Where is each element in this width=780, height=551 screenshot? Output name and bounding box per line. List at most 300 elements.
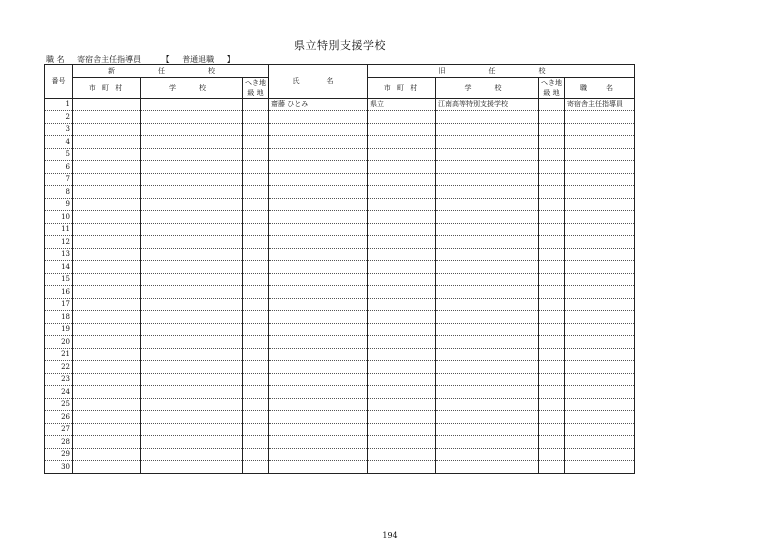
old-city-cell bbox=[368, 123, 436, 136]
new-school-cell bbox=[141, 398, 243, 411]
row-number: 28 bbox=[45, 436, 73, 449]
position-cell bbox=[565, 211, 635, 224]
old-city-cell bbox=[368, 461, 436, 474]
old-hekichi-cell bbox=[539, 248, 565, 261]
new-hekichi-cell bbox=[243, 361, 269, 374]
old-city-cell bbox=[368, 273, 436, 286]
position-cell bbox=[565, 136, 635, 149]
name-cell bbox=[269, 436, 368, 449]
new-city-cell bbox=[73, 173, 141, 186]
position-cell bbox=[565, 423, 635, 436]
new-hekichi-cell bbox=[243, 223, 269, 236]
table-row bbox=[45, 436, 635, 449]
new-city-cell bbox=[73, 186, 141, 199]
old-school-cell bbox=[436, 423, 539, 436]
old-city-cell bbox=[368, 311, 436, 324]
old-hekichi-cell bbox=[539, 173, 565, 186]
new-city-cell bbox=[73, 261, 141, 274]
old-school-cell bbox=[436, 136, 539, 149]
shokumei-label: 職 名 bbox=[46, 55, 65, 64]
old-hekichi-cell bbox=[539, 311, 565, 324]
new-city-cell bbox=[73, 198, 141, 211]
row-number: 29 bbox=[45, 448, 73, 461]
row-number: 22 bbox=[45, 361, 73, 374]
bracket-open: 【 bbox=[161, 55, 170, 64]
old-city-cell bbox=[368, 136, 436, 149]
position-cell bbox=[565, 186, 635, 199]
table-row bbox=[45, 361, 635, 374]
old-school-cell bbox=[436, 273, 539, 286]
row-number: 14 bbox=[45, 261, 73, 274]
old-school-cell bbox=[436, 161, 539, 174]
new-city-cell bbox=[73, 323, 141, 336]
name-cell bbox=[269, 211, 368, 224]
old-city-cell bbox=[368, 348, 436, 361]
new-city-cell bbox=[73, 448, 141, 461]
table-row bbox=[45, 348, 635, 361]
name-cell bbox=[269, 386, 368, 399]
old-city-cell bbox=[368, 411, 436, 424]
old-city-cell bbox=[368, 448, 436, 461]
new-city-cell bbox=[73, 236, 141, 249]
new-hekichi-cell bbox=[243, 373, 269, 386]
row-number: 18 bbox=[45, 311, 73, 324]
new-city-cell bbox=[73, 286, 141, 299]
new-hekichi-cell bbox=[243, 298, 269, 311]
header-shin-ninko: 新 任 校 bbox=[73, 65, 269, 78]
new-hekichi-cell bbox=[243, 98, 269, 111]
new-school-cell bbox=[141, 236, 243, 249]
old-hekichi-cell bbox=[539, 348, 565, 361]
new-city-cell bbox=[73, 311, 141, 324]
header-new-hekichi bbox=[243, 77, 269, 98]
old-hekichi-cell bbox=[539, 398, 565, 411]
new-city-cell bbox=[73, 386, 141, 399]
old-city-cell bbox=[368, 198, 436, 211]
table-row bbox=[45, 336, 635, 349]
hekichi-line-1: へき地 bbox=[541, 78, 562, 87]
name-cell bbox=[269, 348, 368, 361]
position-cell bbox=[565, 286, 635, 299]
position-cell bbox=[565, 223, 635, 236]
table-row bbox=[45, 161, 635, 174]
old-school-cell bbox=[436, 236, 539, 249]
name-cell bbox=[269, 186, 368, 199]
old-school-cell bbox=[436, 461, 539, 474]
row-number: 21 bbox=[45, 348, 73, 361]
new-city-cell bbox=[73, 98, 141, 111]
position-cell bbox=[565, 311, 635, 324]
name-cell bbox=[269, 111, 368, 124]
position-cell bbox=[565, 198, 635, 211]
new-city-cell bbox=[73, 436, 141, 449]
new-school-cell bbox=[141, 273, 243, 286]
table-row bbox=[45, 461, 635, 474]
row-number: 23 bbox=[45, 373, 73, 386]
row-number: 13 bbox=[45, 248, 73, 261]
table-row bbox=[45, 198, 635, 211]
table-row bbox=[45, 398, 635, 411]
new-school-cell bbox=[141, 411, 243, 424]
table-row bbox=[45, 373, 635, 386]
table-row bbox=[45, 186, 635, 199]
new-city-cell bbox=[73, 123, 141, 136]
old-city-cell bbox=[368, 173, 436, 186]
old-city-cell bbox=[368, 261, 436, 274]
table-row bbox=[45, 136, 635, 149]
row-number: 17 bbox=[45, 298, 73, 311]
new-school-cell bbox=[141, 123, 243, 136]
old-hekichi-cell bbox=[539, 273, 565, 286]
new-city-cell bbox=[73, 411, 141, 424]
old-school-cell bbox=[436, 286, 539, 299]
new-school-cell bbox=[141, 198, 243, 211]
position-cell bbox=[565, 148, 635, 161]
new-hekichi-cell bbox=[243, 111, 269, 124]
header-bango: 番号 bbox=[45, 65, 73, 99]
hekichi-line-1: へき地 bbox=[245, 78, 266, 87]
new-hekichi-cell bbox=[243, 148, 269, 161]
position-cell bbox=[565, 436, 635, 449]
old-city-cell bbox=[368, 336, 436, 349]
name-cell bbox=[269, 173, 368, 186]
new-hekichi-cell bbox=[243, 261, 269, 274]
old-school-cell bbox=[436, 361, 539, 374]
position-cell bbox=[565, 273, 635, 286]
name-cell: 齋藤 ひとみ bbox=[269, 98, 368, 111]
name-cell bbox=[269, 286, 368, 299]
new-school-cell bbox=[141, 436, 243, 449]
old-city-cell bbox=[368, 323, 436, 336]
old-hekichi-cell bbox=[539, 336, 565, 349]
new-school-cell bbox=[141, 186, 243, 199]
new-hekichi-cell bbox=[243, 161, 269, 174]
new-hekichi-cell bbox=[243, 386, 269, 399]
position-cell: 寄宿舎主任指導員 bbox=[565, 98, 635, 111]
row-number: 15 bbox=[45, 273, 73, 286]
name-cell bbox=[269, 361, 368, 374]
header-shimei: 氏 名 bbox=[269, 65, 368, 99]
old-city-cell bbox=[368, 248, 436, 261]
new-school-cell bbox=[141, 423, 243, 436]
old-hekichi-cell bbox=[539, 98, 565, 111]
new-school-cell bbox=[141, 348, 243, 361]
new-hekichi-cell bbox=[243, 248, 269, 261]
old-hekichi-cell bbox=[539, 411, 565, 424]
header-shokumei: 職 名 bbox=[565, 77, 635, 98]
new-school-cell bbox=[141, 223, 243, 236]
row-number: 2 bbox=[45, 111, 73, 124]
old-hekichi-cell bbox=[539, 361, 565, 374]
old-school-cell bbox=[436, 148, 539, 161]
old-hekichi-cell bbox=[539, 236, 565, 249]
table-row bbox=[45, 236, 635, 249]
old-school-cell: 江南高等特別支援学校 bbox=[436, 98, 539, 111]
old-city-cell bbox=[368, 148, 436, 161]
old-hekichi-cell bbox=[539, 111, 565, 124]
old-school-cell bbox=[436, 111, 539, 124]
row-number: 20 bbox=[45, 336, 73, 349]
old-city-cell bbox=[368, 111, 436, 124]
table-row bbox=[45, 448, 635, 461]
table-row bbox=[45, 111, 635, 124]
old-school-cell bbox=[436, 173, 539, 186]
new-school-cell bbox=[141, 448, 243, 461]
old-hekichi-cell bbox=[539, 286, 565, 299]
name-cell bbox=[269, 261, 368, 274]
table-row bbox=[45, 248, 635, 261]
position-cell bbox=[565, 336, 635, 349]
position-cell bbox=[565, 111, 635, 124]
new-city-cell bbox=[73, 373, 141, 386]
new-city-cell bbox=[73, 111, 141, 124]
row-number: 11 bbox=[45, 223, 73, 236]
old-school-cell bbox=[436, 311, 539, 324]
new-hekichi-cell bbox=[243, 461, 269, 474]
position-cell bbox=[565, 323, 635, 336]
new-school-cell bbox=[141, 248, 243, 261]
old-hekichi-cell bbox=[539, 298, 565, 311]
new-hekichi-cell bbox=[243, 348, 269, 361]
table-row bbox=[45, 261, 635, 274]
new-hekichi-cell bbox=[243, 448, 269, 461]
old-school-cell bbox=[436, 211, 539, 224]
old-city-cell bbox=[368, 386, 436, 399]
old-hekichi-cell bbox=[539, 136, 565, 149]
table-row bbox=[45, 123, 635, 136]
header-kyu-ninko: 旧 任 校 bbox=[368, 65, 635, 78]
position-cell bbox=[565, 236, 635, 249]
name-cell bbox=[269, 448, 368, 461]
row-number: 26 bbox=[45, 411, 73, 424]
old-hekichi-cell bbox=[539, 123, 565, 136]
old-city-cell bbox=[368, 211, 436, 224]
name-cell bbox=[269, 136, 368, 149]
name-cell bbox=[269, 373, 368, 386]
old-hekichi-cell bbox=[539, 461, 565, 474]
bracket-close: 】 bbox=[226, 55, 235, 64]
new-city-cell bbox=[73, 361, 141, 374]
old-school-cell bbox=[436, 348, 539, 361]
header-old-gakko: 学 校 bbox=[436, 77, 539, 98]
new-school-cell bbox=[141, 211, 243, 224]
table-row bbox=[45, 298, 635, 311]
position-cell bbox=[565, 173, 635, 186]
old-city-cell: 県立 bbox=[368, 98, 436, 111]
new-hekichi-cell bbox=[243, 123, 269, 136]
new-hekichi-cell bbox=[243, 236, 269, 249]
row-number: 6 bbox=[45, 161, 73, 174]
new-school-cell bbox=[141, 286, 243, 299]
name-cell bbox=[269, 311, 368, 324]
new-city-cell bbox=[73, 211, 141, 224]
header-new-gakko: 学 校 bbox=[141, 77, 243, 98]
new-hekichi-cell bbox=[243, 286, 269, 299]
row-number: 25 bbox=[45, 398, 73, 411]
new-hekichi-cell bbox=[243, 173, 269, 186]
new-hekichi-cell bbox=[243, 273, 269, 286]
old-city-cell bbox=[368, 361, 436, 374]
old-school-cell bbox=[436, 323, 539, 336]
position-cell bbox=[565, 398, 635, 411]
header-new-shichoson: 市 町 村 bbox=[73, 77, 141, 98]
row-number: 4 bbox=[45, 136, 73, 149]
old-hekichi-cell bbox=[539, 186, 565, 199]
position-cell bbox=[565, 298, 635, 311]
name-cell bbox=[269, 236, 368, 249]
row-number: 24 bbox=[45, 386, 73, 399]
old-city-cell bbox=[368, 286, 436, 299]
new-hekichi-cell bbox=[243, 336, 269, 349]
new-city-cell bbox=[73, 336, 141, 349]
new-city-cell bbox=[73, 348, 141, 361]
new-school-cell bbox=[141, 261, 243, 274]
name-cell bbox=[269, 323, 368, 336]
row-number: 7 bbox=[45, 173, 73, 186]
new-school-cell bbox=[141, 136, 243, 149]
new-school-cell bbox=[141, 173, 243, 186]
old-school-cell bbox=[436, 373, 539, 386]
new-city-cell bbox=[73, 398, 141, 411]
old-city-cell bbox=[368, 223, 436, 236]
position-cell bbox=[565, 461, 635, 474]
shokumei-value: 寄宿舎主任指導員 bbox=[77, 55, 142, 64]
position-cell bbox=[565, 386, 635, 399]
old-school-cell bbox=[436, 448, 539, 461]
name-cell bbox=[269, 161, 368, 174]
new-school-cell bbox=[141, 111, 243, 124]
row-number: 16 bbox=[45, 286, 73, 299]
old-hekichi-cell bbox=[539, 323, 565, 336]
name-cell bbox=[269, 273, 368, 286]
row-number: 12 bbox=[45, 236, 73, 249]
name-cell bbox=[269, 148, 368, 161]
header-old-shichoson: 市 町 村 bbox=[368, 77, 436, 98]
row-number: 1 bbox=[45, 98, 73, 111]
table-row bbox=[45, 411, 635, 424]
old-school-cell bbox=[436, 398, 539, 411]
old-hekichi-cell bbox=[539, 261, 565, 274]
new-city-cell bbox=[73, 148, 141, 161]
new-hekichi-cell bbox=[243, 423, 269, 436]
page-number: 194 bbox=[382, 531, 398, 540]
old-city-cell bbox=[368, 373, 436, 386]
position-cell bbox=[565, 361, 635, 374]
old-hekichi-cell bbox=[539, 161, 565, 174]
new-city-cell bbox=[73, 423, 141, 436]
position-cell bbox=[565, 373, 635, 386]
header-old-hekichi bbox=[539, 77, 565, 98]
position-cell bbox=[565, 123, 635, 136]
new-school-cell bbox=[141, 386, 243, 399]
row-number: 30 bbox=[45, 461, 73, 474]
new-school-cell bbox=[141, 461, 243, 474]
old-school-cell bbox=[436, 386, 539, 399]
table-row bbox=[45, 148, 635, 161]
old-school-cell bbox=[436, 336, 539, 349]
old-school-cell bbox=[436, 411, 539, 424]
new-school-cell bbox=[141, 98, 243, 111]
new-city-cell bbox=[73, 223, 141, 236]
old-school-cell bbox=[436, 223, 539, 236]
old-hekichi-cell bbox=[539, 198, 565, 211]
old-city-cell bbox=[368, 236, 436, 249]
table-row bbox=[45, 98, 635, 111]
new-school-cell bbox=[141, 148, 243, 161]
row-number: 9 bbox=[45, 198, 73, 211]
table-row bbox=[45, 223, 635, 236]
table-row bbox=[45, 423, 635, 436]
old-hekichi-cell bbox=[539, 436, 565, 449]
name-cell bbox=[269, 123, 368, 136]
new-city-cell bbox=[73, 461, 141, 474]
old-city-cell bbox=[368, 186, 436, 199]
name-cell bbox=[269, 223, 368, 236]
old-city-cell bbox=[368, 423, 436, 436]
old-hekichi-cell bbox=[539, 448, 565, 461]
table-row bbox=[45, 273, 635, 286]
new-hekichi-cell bbox=[243, 311, 269, 324]
old-hekichi-cell bbox=[539, 148, 565, 161]
old-school-cell bbox=[436, 198, 539, 211]
row-number: 5 bbox=[45, 148, 73, 161]
hekichi-line-2: 級 地 bbox=[543, 88, 560, 97]
old-school-cell bbox=[436, 248, 539, 261]
name-cell bbox=[269, 298, 368, 311]
row-number: 8 bbox=[45, 186, 73, 199]
new-hekichi-cell bbox=[243, 436, 269, 449]
old-city-cell bbox=[368, 161, 436, 174]
old-school-cell bbox=[436, 186, 539, 199]
old-school-cell bbox=[436, 436, 539, 449]
position-cell bbox=[565, 261, 635, 274]
table-row bbox=[45, 211, 635, 224]
new-city-cell bbox=[73, 298, 141, 311]
name-cell bbox=[269, 198, 368, 211]
new-school-cell bbox=[141, 323, 243, 336]
name-cell bbox=[269, 248, 368, 261]
position-cell bbox=[565, 348, 635, 361]
new-city-cell bbox=[73, 248, 141, 261]
position-cell bbox=[565, 248, 635, 261]
new-hekichi-cell bbox=[243, 411, 269, 424]
old-hekichi-cell bbox=[539, 211, 565, 224]
new-city-cell bbox=[73, 273, 141, 286]
table-row bbox=[45, 386, 635, 399]
position-cell bbox=[565, 161, 635, 174]
old-hekichi-cell bbox=[539, 373, 565, 386]
old-city-cell bbox=[368, 298, 436, 311]
new-city-cell bbox=[73, 161, 141, 174]
name-cell bbox=[269, 411, 368, 424]
table-row bbox=[45, 311, 635, 324]
new-hekichi-cell bbox=[243, 186, 269, 199]
new-school-cell bbox=[141, 373, 243, 386]
old-hekichi-cell bbox=[539, 223, 565, 236]
table-row bbox=[45, 173, 635, 186]
transfer-table bbox=[44, 64, 635, 474]
name-cell bbox=[269, 423, 368, 436]
old-school-cell bbox=[436, 261, 539, 274]
position-cell bbox=[565, 411, 635, 424]
table-row bbox=[45, 323, 635, 336]
old-city-cell bbox=[368, 398, 436, 411]
hekichi-line-2: 級 地 bbox=[247, 88, 264, 97]
category-label: 普通退職 bbox=[182, 55, 215, 64]
new-hekichi-cell bbox=[243, 323, 269, 336]
new-school-cell bbox=[141, 361, 243, 374]
new-hekichi-cell bbox=[243, 198, 269, 211]
